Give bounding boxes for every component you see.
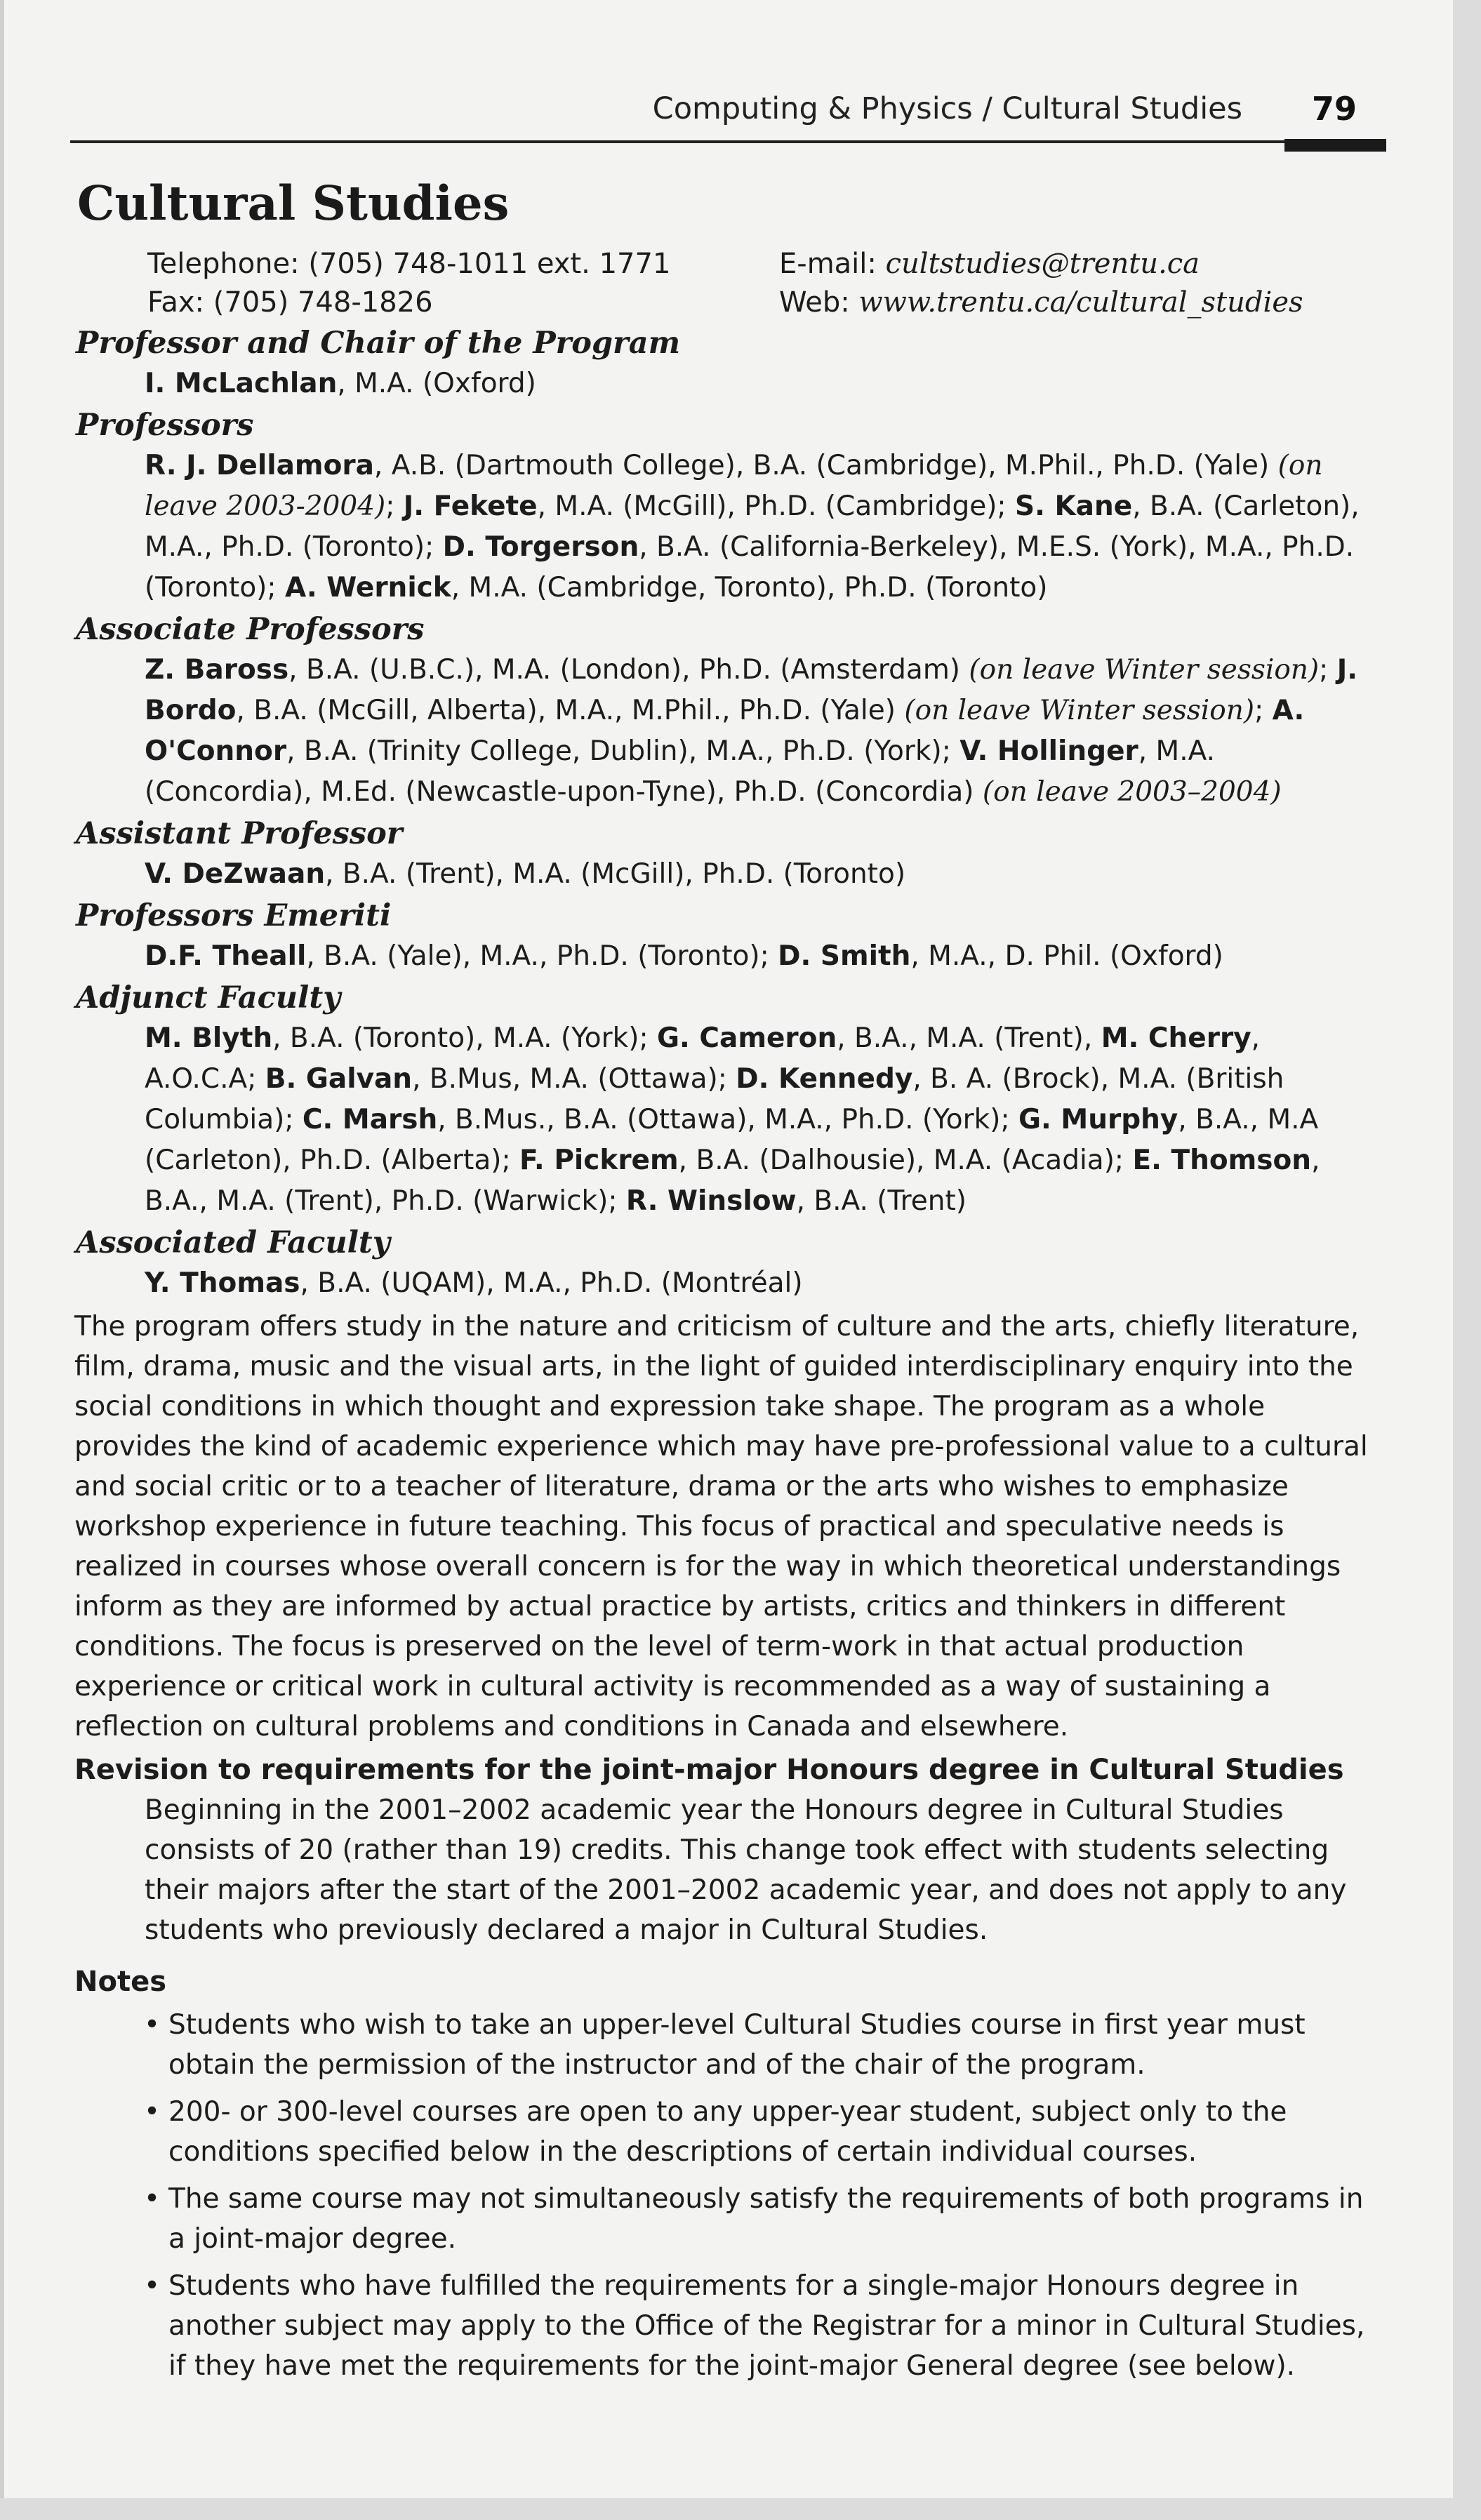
faculty-rank-heading: Associate Professors bbox=[76, 612, 425, 647]
faculty-name: Y. Thomas bbox=[145, 1267, 300, 1299]
faculty-credentials: , B.A. (Trinity College, Dublin), M.A., Ph.D. (York); bbox=[286, 735, 960, 767]
faculty-credentials: , A.O.C.A; bbox=[145, 1022, 1261, 1095]
faculty-name: J. Bordo bbox=[145, 654, 1358, 726]
faculty-members bbox=[145, 446, 1362, 608]
faculty-rank-heading: Adjunct Faculty bbox=[76, 980, 341, 1015]
faculty-name: J. Fekete bbox=[403, 491, 538, 522]
faculty-credentials: , B.A. (Trent) bbox=[796, 1185, 967, 1217]
faculty-name: Z. Baross bbox=[145, 654, 289, 686]
bullet-icon: • bbox=[144, 2270, 161, 2302]
faculty-name: R. J. Dellamora bbox=[145, 450, 374, 481]
faculty-credentials: , B.Mus., B.A. (Ottawa), M.A., Ph.D. (York); bbox=[437, 1104, 1018, 1135]
leave-note: (on leave Winter session) bbox=[969, 654, 1320, 686]
web-link[interactable]: www.trentu.ca/cultural_studies bbox=[858, 286, 1303, 319]
faculty-name: S. Kane bbox=[1014, 491, 1133, 522]
contact-web-column bbox=[779, 245, 1303, 322]
contact-block bbox=[147, 245, 1390, 322]
faculty-members bbox=[145, 364, 1362, 404]
note-item bbox=[144, 2266, 1376, 2386]
leave-note: (on leave Winter session) bbox=[904, 695, 1255, 726]
faculty-name: R. Winslow bbox=[625, 1185, 797, 1217]
web-label: Web: bbox=[779, 286, 859, 319]
faculty-name: D. Torgerson bbox=[442, 531, 639, 563]
faculty-credentials: ; bbox=[1319, 654, 1337, 686]
bullet-icon: • bbox=[144, 2183, 161, 2215]
page-title: Cultural Studies bbox=[77, 175, 510, 231]
faculty-credentials: , B.A., M.A. (Trent), Ph.D. (Warwick); bbox=[145, 1145, 1320, 1217]
faculty-rank-heading: Assistant Professor bbox=[76, 816, 403, 851]
faculty-name: M. Blyth bbox=[145, 1022, 273, 1054]
faculty-members bbox=[145, 650, 1362, 813]
faculty-credentials: ; bbox=[1254, 695, 1273, 726]
faculty-name: M. Cherry bbox=[1101, 1022, 1251, 1054]
fax: Fax: (705) 748-1826 bbox=[147, 286, 433, 319]
faculty-name: V. DeZwaan bbox=[145, 858, 326, 890]
faculty-credentials: , M.A. (Concordia), M.Ed. (Newcastle-upon-Tyne), Ph.D. (Concordia) bbox=[145, 735, 1215, 808]
faculty-name: I. McLachlan bbox=[145, 368, 338, 399]
faculty-credentials: , A.B. (Dartmouth College), B.A. (Cambridge), M.Phil., Ph.D. (Yale) bbox=[373, 450, 1278, 481]
telephone: Telephone: (705) 748-1011 ext. 1771 bbox=[147, 248, 671, 280]
faculty-members bbox=[145, 1018, 1362, 1222]
faculty-rank-heading: Professor and Chair of the Program bbox=[76, 326, 681, 361]
faculty-name: D. Kennedy bbox=[736, 1063, 913, 1095]
note-text: 200- or 300-level courses are open to any upper-year student, subject only to the conditions specified below in the descriptions of certain individual courses. bbox=[168, 2096, 1287, 2168]
faculty-rank-heading: Professors bbox=[76, 408, 254, 443]
faculty-name: G. Murphy bbox=[1018, 1104, 1178, 1135]
faculty-credentials: , B.A., M.A (Carleton), Ph.D. (Alberta); bbox=[145, 1104, 1319, 1176]
note-text: Students who wish to take an upper-level Cultural Studies course in first year must obtain the permission of the instructor and of the chair of the program. bbox=[168, 2009, 1306, 2081]
web-line bbox=[779, 284, 1303, 322]
faculty-name: D. Smith bbox=[778, 940, 911, 972]
faculty-credentials: , B.A. (UQAM), M.A., Ph.D. (Montréal) bbox=[300, 1267, 803, 1299]
faculty-name: D.F. Theall bbox=[145, 940, 307, 972]
faculty-members bbox=[145, 936, 1362, 977]
faculty-credentials: , B.A., M.A. (Trent), bbox=[837, 1022, 1101, 1054]
faculty-credentials: , B.A. (California-Berkeley), M.E.S. (York), M.A., Ph.D. (Toronto); bbox=[145, 531, 1355, 604]
faculty-credentials: , M.A. (McGill), Ph.D. (Cambridge); bbox=[537, 491, 1015, 522]
leave-note: (on leave 2003–2004) bbox=[982, 776, 1282, 808]
faculty-name: A. O'Connor bbox=[145, 695, 1305, 767]
page-content bbox=[70, 175, 1390, 2393]
faculty-credentials: , B.A. (Trent), M.A. (McGill), Ph.D. (Toronto) bbox=[325, 858, 906, 890]
bullet-icon: • bbox=[144, 2009, 161, 2041]
faculty-credentials: , B.A. (Carleton), M.A., Ph.D. (Toronto); bbox=[145, 491, 1360, 563]
faculty-credentials: , M.A. (Cambridge, Toronto), Ph.D. (Toronto) bbox=[451, 572, 1048, 604]
faculty-name: F. Pickrem bbox=[519, 1145, 679, 1176]
note-text: Students who have fulfilled the requirements for a single-major Honours degree in another subject may apply to the Office of the Registrar for a minor in Cultural Studies, if they have met the requirements for the joint-major General degree (see below). bbox=[168, 2270, 1365, 2382]
faculty-name: B. Galvan bbox=[265, 1063, 413, 1095]
revision-heading: Revision to requirements for the joint-major Honours degree in Cultural Studies bbox=[74, 1754, 1344, 1786]
faculty-credentials: , B.A. (Dalhousie), M.A. (Acadia); bbox=[678, 1145, 1133, 1176]
note-item bbox=[144, 2179, 1376, 2259]
leave-note: (on leave 2003-2004) bbox=[145, 450, 1323, 522]
email-link[interactable]: cultstudies@trentu.ca bbox=[885, 248, 1200, 280]
faculty-members bbox=[145, 1263, 1362, 1304]
faculty-list bbox=[70, 324, 1390, 1304]
faculty-name: G. Cameron bbox=[657, 1022, 837, 1054]
revision-text: Beginning in the 2001–2002 academic year the Honours degree in Cultural Studies consists of 20 (rather than 19) credits. This change took effect with students selecting their majors after the start of the 2001–2002 academic year, and does not apply to any students who previously declared a major in Cultural Studies. bbox=[145, 1794, 1347, 1946]
bullet-icon: • bbox=[144, 2096, 161, 2128]
faculty-credentials: , B.Mus, M.A. (Ottawa); bbox=[412, 1063, 736, 1095]
note-item bbox=[144, 2005, 1376, 2085]
running-head-section: Computing & Physics / Cultural Studies bbox=[652, 91, 1242, 126]
faculty-credentials: , B.A. (Toronto), M.A. (York); bbox=[272, 1022, 657, 1054]
faculty-credentials: , B.A. (U.B.C.), M.A. (London), Ph.D. (Amsterdam) bbox=[288, 654, 969, 686]
email-label: E-mail: bbox=[779, 248, 886, 280]
faculty-rank-heading: Associated Faculty bbox=[76, 1225, 390, 1260]
faculty-name: A. Wernick bbox=[284, 572, 451, 604]
faculty-members bbox=[145, 854, 1362, 895]
page-number: 79 bbox=[1311, 90, 1357, 128]
faculty-name: E. Thomson bbox=[1132, 1145, 1312, 1176]
contact-phone-column bbox=[147, 245, 670, 322]
note-item bbox=[144, 2092, 1376, 2172]
program-description: The program offers study in the nature and criticism of culture and the arts, chiefly literature, film, drama, music and the visual arts, in the light of guided interdisciplinary enquiry into the social conditions in which thought and expression take shape. The program as a whole provides the kind of academic experience which may have pre-professional value to a cultural and social critic or to a teacher of literature, drama or the arts who wishes to emphasize workshop experience in future teaching. This focus of practical and speculative needs is realized in courses whose overall concern is for the way in which theoretical understandings inform as they are informed by actual practice by artists, critics and thinkers in different conditions. The focus is preserved on the level of term-work in that actual production experience or critical work in cultural activity is recommended as a way of sustaining a reflection on cultural problems and conditions in Canada and elsewhere. bbox=[74, 1311, 1368, 1742]
faculty-rank-heading: Professors Emeriti bbox=[76, 898, 392, 933]
faculty-name: C. Marsh bbox=[302, 1104, 438, 1135]
faculty-credentials: , M.A. (Oxford) bbox=[337, 368, 536, 399]
notes-heading: Notes bbox=[74, 1966, 167, 1998]
email-line bbox=[779, 245, 1303, 284]
note-text: The same course may not simultaneously satisfy the requirements of both programs in a joint-major degree. bbox=[168, 2183, 1364, 2255]
faculty-credentials: , B.A. (Yale), M.A., Ph.D. (Toronto); bbox=[306, 940, 778, 972]
running-head bbox=[70, 84, 1386, 143]
faculty-credentials: , B. A. (Brock), M.A. (British Columbia); bbox=[145, 1063, 1284, 1135]
faculty-credentials: ; bbox=[385, 491, 404, 522]
faculty-credentials: , M.A., D. Phil. (Oxford) bbox=[910, 940, 1223, 972]
notes-list bbox=[70, 2005, 1390, 2386]
header-rule-bar bbox=[1284, 139, 1386, 152]
faculty-credentials: , B.A. (McGill, Alberta), M.A., M.Phil., Ph.D. (Yale) bbox=[236, 695, 905, 726]
faculty-name: V. Hollinger bbox=[959, 735, 1138, 767]
